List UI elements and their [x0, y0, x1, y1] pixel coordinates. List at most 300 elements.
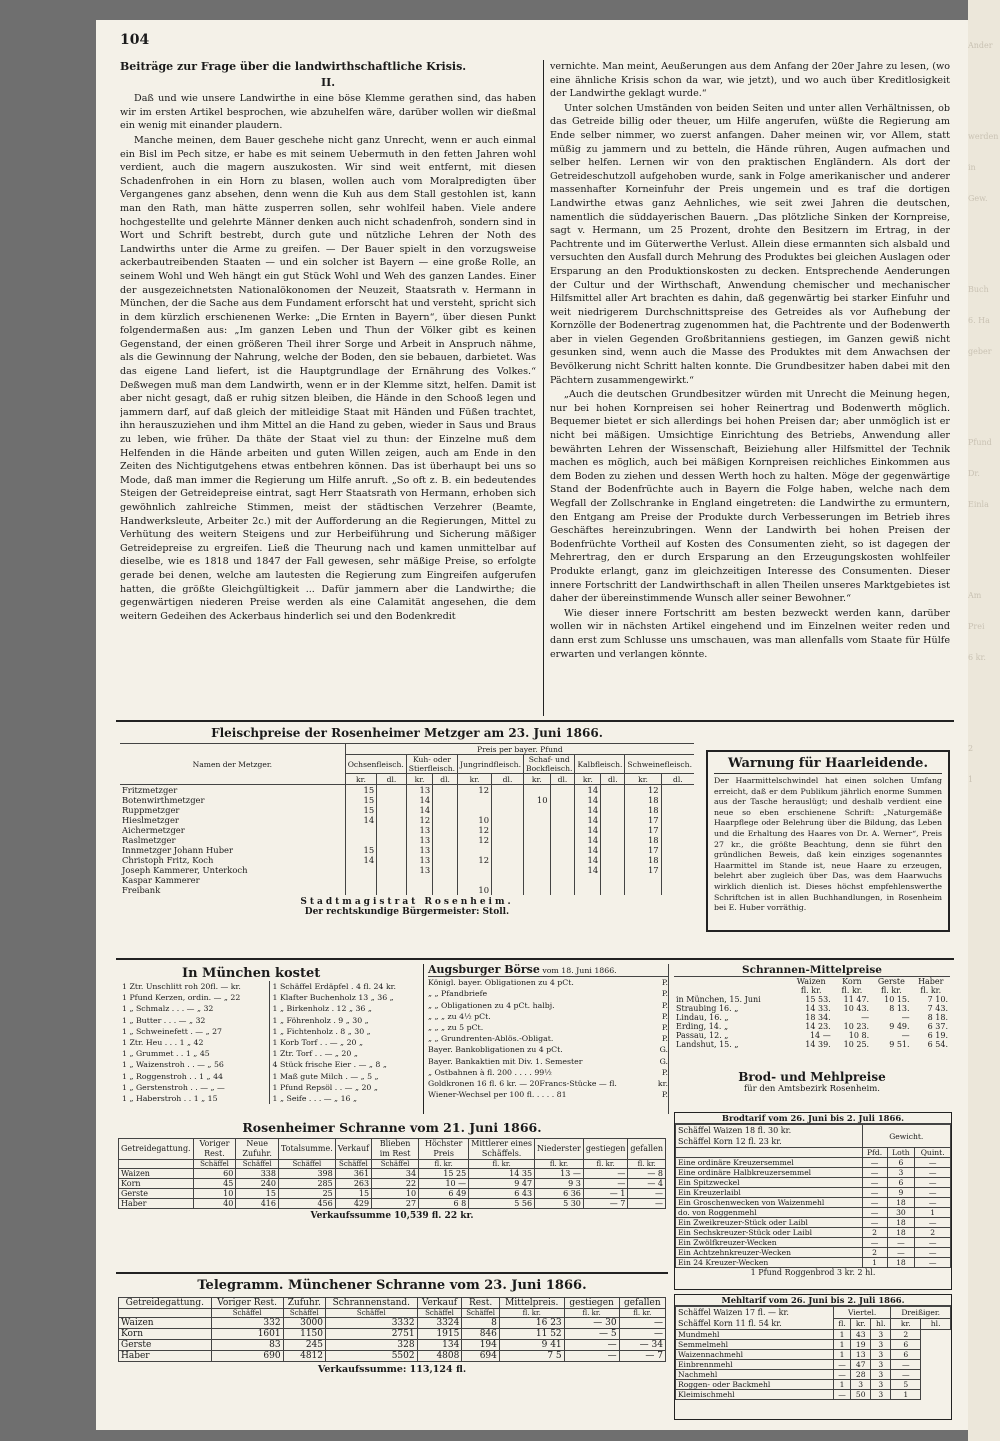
mehl-basis-2: Schäffel Korn 11 fl. 54 kr.: [678, 1319, 782, 1328]
brod-weight: —: [915, 1168, 951, 1178]
rosen-value: —: [628, 1189, 666, 1199]
brod-weight: —: [862, 1168, 887, 1178]
rosen-header: Höchster Preis: [419, 1139, 469, 1160]
meat-price-cell: 12: [458, 855, 492, 865]
meat-empty-cell: [661, 835, 694, 845]
meat-price-cell: 13: [406, 845, 432, 855]
munich-item: 1 Ztr. Unschlitt roh 20fl. — kr.: [122, 982, 241, 991]
meat-price-section: [120, 726, 694, 917]
rosen-value: —: [583, 1169, 627, 1179]
brod-row: [676, 1198, 951, 1208]
meat-price-cell: 14: [575, 865, 601, 875]
section-rule: [116, 1272, 668, 1274]
mehl-item: Kleimischmehl: [676, 1390, 834, 1400]
rosen-grain: Waizen: [119, 1169, 194, 1179]
bleed-fragment: Dr.: [968, 469, 980, 478]
mittel-row: [674, 1022, 950, 1031]
meat-empty-cell: [550, 855, 575, 865]
meat-price-cell: 17: [625, 815, 661, 825]
meat-price-cell: 12: [458, 825, 492, 835]
brod-row: [676, 1228, 951, 1238]
tel-value: 9 41: [499, 1340, 564, 1351]
rosen-header: gefallen: [628, 1139, 666, 1160]
meat-column-header: Schaf- und Bockfleisch.: [524, 755, 575, 774]
munich-item: 1 „ Gerstenstroh . . — „ —: [122, 1082, 225, 1092]
tel-value: 3332: [326, 1318, 418, 1329]
brod-row: [676, 1218, 951, 1228]
meat-price-cell: 10: [458, 815, 492, 825]
boerse-mark: G.: [659, 1045, 668, 1055]
rosen-value: 263: [335, 1179, 371, 1189]
mehl-row: [676, 1360, 951, 1370]
mittel-header: [674, 977, 790, 987]
mittel-price: 9 49.: [889, 1022, 910, 1031]
meat-empty-cell: [492, 815, 524, 825]
meat-empty-cell: [661, 885, 694, 895]
meat-price-cell: [458, 865, 492, 875]
mittel-header: Gerste: [877, 977, 905, 986]
mehl-price: 3: [871, 1330, 891, 1340]
rosen-value: 416: [236, 1199, 279, 1209]
meat-unit-label: kr.: [406, 774, 432, 785]
meat-empty-cell: [433, 855, 458, 865]
meat-price-cell: 13: [406, 825, 432, 835]
meat-row: [120, 795, 694, 805]
meat-empty-cell: [601, 835, 625, 845]
brod-header: Pfd.: [862, 1148, 887, 1158]
meat-row: [120, 835, 694, 845]
meat-price-cell: [524, 815, 551, 825]
meat-empty-cell: [492, 885, 524, 895]
meat-butcher-name: Ruppmetzger: [122, 805, 180, 815]
ad-title: Warnung für Haarleidende.: [714, 756, 942, 774]
tel-grain: Korn: [119, 1329, 212, 1340]
mittel-row: [674, 1040, 950, 1049]
meat-empty-cell: [433, 875, 458, 885]
mittel-price: 14 39.: [805, 1040, 831, 1049]
boerse-item: „ „ „ zu 5 pCt.: [428, 1023, 484, 1033]
tel-value: 7 5: [499, 1351, 564, 1362]
article-paragraph: Manche meinen, dem Bauer geschehe nicht ganz Unrecht, wenn er auch einmal ein Bisl im Pech sitze, er habe es mit seinem Uebermuth in den fetten Jahren wohl verdient, auch die magern auszukosten. Wir sind weit entfernt, mit diesen Schadenfrohen in ein Horn zu blasen, wollen auch vom Moralpredigten über Vergangenes ganz absehen, denn wenn die Kuh aus dem Stall gestohlen ist, kann man den Rath, man hätte zusperren sollen, sehr wohlfeil haben. Viele andere hochgestellte und gelehrte Männer denken auch nicht schadenfroh, sondern sind in Wort und Schrift bestrebt, durch gute und nützliche Lehren der Noth des Landwirths unter die Arme zu greifen. — Der Bauer spielt in den vorzugsweise ackerbautreibenden Staaten — und ein solcher ist Bayern — eine große Rolle, an seinem Wohl und Weh hängt ein gut Stück Wohl und Weh des ganzen Landes. Einer der ausgezeichnetsten Nationalökonomen der Neuzeit, Staatsrath v. Hermann in München, der die Sache aus dem Fundament erforscht hat und versteht, spricht sich in dem kürzlich erschienenen Werke: „Die Ernten in Bayern“, über diesen Punkt folgendermaßen aus: „Im ganzen Leben und Thun der Völker gibt es keinen Gegenstand, der einen größeren Theil ihrer Sorge und Arbeit in Anspruch nähme, als die Gewinnung der Nahrung, welche der Boden, den sie bebauen, darbietet. Was das eigene Land liefert, ist die Hauptgrundlage der Ernährung des Volkes.“ Deßwegen muß man dem Landwirth, wenn er in der Klemme sitzt, helfen. Damit ist aber nicht gesagt, daß er ruhig sitzen bleiben, die Hände in den Schooß legen und jammern darf, auf daß gleich der mitleidige Staat mit Händen und Füßen trachtet, ihn herauszuziehen und ihm Mittel an die Hand zu geben, wieder in Saus und Braus zu leben, wie früher. Da thäte der Staat viel zu thun: der Einzelne muß dem Helfenden in die Hände arbeiten und guten Willen zeigen, auch am Ende in den Zeiten des Nichtigutgehens etwas entbehren können. Das ist überhaupt bei uns so Mode, daß man immer die Regierung um Hilfe anruft. „So oft z. B. ein bedeutendes Steigen der Getreidepreise eintrat, sagt Herr Staatsrath von Hermann, erhoben sich gewöhnlich zahlreiche Stimmen, meist der städtischen Verzehrer (Beamte, Handwerksleute, Arbeiter 2c.) mit der Aufforderung an die Regierungen, Mittel zu Verhütung des weitern Steigens und zur Herbeiführung und Sicherung mäßiger Getreidepreise zu ergreifen. Ließ die Theurung nach und kamen unmittelbar auf dieselbe, wie es 1818 und 1847 der Fall gewesen, sehr mäßige Preise, so erfolgte gerade bei denen, welche am lautesten die Regierung zum Eingreifen aufgerufen hatten, die größte Gleichgültigkeit ... Dafür jammern aber die Landwirthe; die gegenwärtigen niederen Preise werden als eine Calamität angesehen, die dem weitern Gedeihen des Ackerbaus hinderlich sei und den Bodenkredit: [120, 134, 536, 622]
boerse-mark: P.: [661, 1023, 668, 1033]
rosen-value: 15: [335, 1189, 371, 1199]
meat-empty-cell: [661, 795, 694, 805]
meat-row: [120, 855, 694, 865]
rosen-value: 34: [372, 1169, 419, 1179]
mittel-price: 10 43.: [843, 1004, 870, 1013]
meat-price-cell: 12: [458, 785, 492, 796]
mehl-item: Waizennachmehl: [676, 1350, 834, 1360]
meat-row: [120, 785, 694, 796]
meat-unit-label: kr.: [458, 774, 492, 785]
tel-unit: [119, 1309, 212, 1318]
rosen-value: 6 49: [419, 1189, 469, 1199]
meat-empty-cell: [661, 875, 694, 885]
meat-butcher-name: Kaspar Kammerer: [122, 875, 200, 885]
mehl-unit: kr.: [891, 1318, 921, 1330]
munich-item: 1 Ztr. Heu . . . 1 „ 42: [122, 1038, 204, 1048]
rosen-row: [119, 1179, 666, 1189]
tel-value: 245: [283, 1340, 325, 1351]
tel-header: Rest.: [462, 1298, 500, 1309]
rosen-unit: Schäffel: [193, 1160, 236, 1169]
meat-empty-cell: [492, 825, 524, 835]
rosen-value: 15: [236, 1189, 279, 1199]
tel-value: 694: [462, 1351, 500, 1362]
page-number: 104: [120, 32, 150, 48]
munich-item: 1 „ Haberstroh . . 1 „ 15: [122, 1094, 218, 1104]
meat-empty-cell: [601, 875, 625, 885]
munich-list-left: [122, 981, 270, 1104]
boerse-row: [428, 1044, 668, 1055]
boerse-item: „ „ Grundrenten-Ablös.-Obligat.: [428, 1034, 554, 1044]
tel-value: —: [619, 1329, 665, 1340]
rosen-value: 60: [193, 1169, 236, 1179]
rosen-value: 9 47: [469, 1179, 535, 1189]
meat-price-cell: 14: [575, 845, 601, 855]
rosen-value: 15 25: [419, 1169, 469, 1179]
meat-price-cell: [345, 865, 377, 875]
munich-item: 1 Schäffel Erdäpfel . 4 fl. 24 kr.: [272, 982, 397, 991]
meat-price-cell: [524, 865, 551, 875]
meat-price-cell: 12: [625, 785, 661, 796]
mehl-row: [676, 1380, 951, 1390]
brod-weight: —: [887, 1238, 915, 1248]
grain-average-prices: [674, 964, 950, 1049]
tel-header: gestiegen: [564, 1298, 619, 1309]
mehl-item: Mundmehl: [676, 1330, 834, 1340]
meat-column-header: Ochsenfleisch.: [345, 755, 406, 774]
rosen-title: Rosenheimer Schranne vom 21. Juni 1866.: [242, 1120, 542, 1135]
brod-item: Eine ordinäre Halbkreuzersemmel: [676, 1168, 863, 1178]
brod-row: [676, 1168, 951, 1178]
munich-item: 1 „ Roggenstroh . . 1 „ 44: [122, 1071, 223, 1081]
boerse-mark: P.: [661, 978, 668, 988]
rosen-grain: Gerste: [119, 1189, 194, 1199]
newspaper-page: [96, 20, 968, 1430]
brod-item: Ein Kreuzerlaibl: [676, 1188, 863, 1198]
rosen-value: 40: [193, 1199, 236, 1209]
rosen-value: 361: [335, 1169, 371, 1179]
tel-grain: Haber: [119, 1351, 212, 1362]
mittel-header: Korn: [842, 977, 862, 986]
meat-unit-label: dl.: [433, 774, 458, 785]
mittel-header: Waizen: [796, 977, 826, 986]
bleed-fragment: Buch: [968, 285, 989, 294]
rosen-unit: fl. kr.: [628, 1160, 666, 1169]
tel-header: Zufuhr.: [283, 1298, 325, 1309]
meat-price-cell: [625, 885, 661, 895]
meat-butcher-name: Raslmetzger: [122, 835, 176, 845]
tel-value: — 30: [564, 1318, 619, 1329]
telegram-sum: Verkaufssumme: 113,124 fl.: [317, 1364, 467, 1375]
mehl-price: 43: [851, 1330, 871, 1340]
brod-row: [676, 1248, 951, 1258]
rosen-value: —: [628, 1199, 666, 1209]
boerse-mark: P.: [661, 1000, 668, 1010]
meat-empty-cell: [550, 805, 575, 815]
mehl-unit: hl.: [871, 1318, 891, 1330]
meat-empty-cell: [601, 825, 625, 835]
meat-empty-cell: [550, 845, 575, 855]
meat-price-cell: [524, 805, 551, 815]
meat-empty-cell: [601, 865, 625, 875]
tel-value: 83: [211, 1340, 283, 1351]
rosen-value: — 7: [583, 1199, 627, 1209]
rosen-sum: Verkaufssumme 10,539 fl. 22 kr.: [310, 1211, 474, 1221]
munich-item: 1 „ Waizenstroh . . — „ 56: [122, 1060, 224, 1070]
rosen-unit: Schäffel: [372, 1160, 419, 1169]
meat-table: [120, 743, 694, 895]
meat-row: [120, 865, 694, 875]
rosen-value: — 4: [628, 1179, 666, 1189]
boerse-mark: P.: [661, 989, 668, 999]
meat-empty-cell: [601, 855, 625, 865]
mittel-price: 8 13.: [889, 1004, 910, 1013]
boerse-row: [428, 1000, 668, 1011]
boerse-row: [428, 988, 668, 999]
meat-butcher-name: Joseph Kammerer, Unterkoch: [122, 865, 248, 875]
brod-item: Ein Achtzehnkreuzer-Wecken: [676, 1248, 863, 1258]
meat-empty-cell: [550, 795, 575, 805]
article-column-1: [120, 60, 536, 716]
boerse-mark: P.: [661, 1090, 668, 1100]
boerse-mark: P.: [661, 1067, 668, 1077]
rosen-value: 6 43: [469, 1189, 535, 1199]
meat-price-cell: [458, 805, 492, 815]
munich-item: 1 „ Fichtenholz . 8 „ 30 „: [272, 1026, 371, 1036]
meat-butcher-name: Aichermetzger: [122, 825, 185, 835]
mehl-price: 3: [871, 1380, 891, 1390]
meat-price-cell: [524, 785, 551, 796]
tel-row: [119, 1329, 666, 1340]
mehl-unit: hl.: [921, 1318, 951, 1330]
meat-price-cell: 15: [345, 805, 377, 815]
rosen-value: 25: [278, 1189, 335, 1199]
tel-value: 5502: [326, 1351, 418, 1362]
mittel-price: 10 23.: [843, 1022, 870, 1031]
boerse-row: [428, 1089, 668, 1100]
meat-price-cell: 14: [575, 795, 601, 805]
tel-value: 332: [211, 1318, 283, 1329]
mittel-city: Erding, 14. „: [676, 1022, 729, 1031]
bleed-fragment: Prei: [968, 622, 985, 631]
tel-row: [119, 1318, 666, 1329]
meat-price-cell: 14: [575, 815, 601, 825]
meat-row: [120, 845, 694, 855]
brod-item: Eine ordinäre Kreuzersemmel: [676, 1158, 863, 1168]
meat-empty-cell: [601, 845, 625, 855]
mittel-price: —: [861, 1013, 870, 1022]
meat-price-cell: [458, 795, 492, 805]
brod-item: do. von Roggenmehl: [676, 1208, 863, 1218]
boerse-item: Bayer. Bankobligationen zu 4 pCt.: [428, 1045, 563, 1055]
boerse-item: Wiener-Wechsel per 100 fl. . . . . 81: [428, 1090, 567, 1100]
meat-price-cell: 18: [625, 805, 661, 815]
mehl-price: 13: [851, 1350, 871, 1360]
bleed-fragment: 6 kr.: [968, 653, 986, 662]
meat-butcher-name: Botenwirthmetzger: [122, 795, 205, 805]
mittel-unit: fl. kr.: [880, 986, 902, 995]
tel-unit: Schäffel: [211, 1309, 283, 1318]
meat-unit-label: kr.: [625, 774, 661, 785]
meat-row: [120, 875, 694, 885]
brod-item: Ein 24 Kreuzer-Wecken: [676, 1258, 863, 1268]
meat-row: [120, 815, 694, 825]
rosen-value: 22: [372, 1179, 419, 1189]
meat-price-cell: 14: [345, 855, 377, 865]
article-paragraph: „Auch die deutschen Grundbesitzer würden mit Unrecht die Meinung hegen, nur bei hohen Kornpreisen sei hoher Reinertrag und Bodenwerth möglich. Bequemer bietet er sich allerdings bei hohen Preisen dar; aber unmöglich ist er nicht bei mäßigen. Umsichtige Einrichtung des Betriebs, Anwendung aller bewährten Lehren der Wissenschaft, Beiziehung aller Hilfsmittel der Technik machen es möglich, auch bei mäßigen Kornpreisen reichliches Einkommen aus dem Boden zu ziehen und dessen Werth hoch zu halten. Möge der gegenwärtige Stand der Bodenfrüchte auch in Bayern die Folge haben, welche nach dem Wegfall der Zollschranke in England eingetreten: die Landwirthe zu ermuntern, den Entgang am Preise der Produkte durch Verbesserungen im Betrieb ihres Geschäftes hereinzubringen. Wenn der Landwirth bei hohen Preisen der Bodenfrüchte Vortheil auf Kosten des Consumenten zieht, so ist dagegen der Mehrertrag, den er durch Ersparung an den Erzeugungskosten wohlfeiler Produkte erlangt, ganz im gleichzeitigen Interesse des Consumenten. Dieser innere Fortschritt der Landwirthschaft in allen Theilen unseres Marktgebietes ist daher der übereinstimmende Wunsch aller seiner Bewohner.“: [550, 389, 950, 605]
meat-empty-cell: [601, 805, 625, 815]
tel-unit: fl. kr.: [619, 1309, 665, 1318]
meat-empty-cell: [377, 885, 407, 895]
rosen-value: 5 30: [535, 1199, 584, 1209]
meat-empty-cell: [433, 805, 458, 815]
tel-value: — 34: [619, 1340, 665, 1351]
brod-weight: —: [862, 1178, 887, 1188]
mittel-price: 11 47.: [843, 995, 870, 1004]
brod-weight: —: [862, 1188, 887, 1198]
augsburg-exchange: [428, 964, 669, 1114]
rosen-row: [119, 1199, 666, 1209]
meat-empty-cell: [492, 835, 524, 845]
bread-tariff: [674, 1112, 952, 1290]
brod-note: 1 Pfund Roggenbrod 3 kr. 2 hl.: [750, 1268, 876, 1277]
meat-empty-cell: [550, 875, 575, 885]
tel-value: 1601: [211, 1329, 283, 1340]
mittel-price: 7 10.: [927, 995, 948, 1004]
munich-item: 1 „ Föhrenholz . 9 „ 30 „: [272, 1015, 369, 1025]
munich-item: 1 Maß gute Milch . — „ 5 „: [272, 1071, 379, 1081]
tel-unit: Schäffel: [326, 1309, 418, 1318]
meat-footer-office: Stadtmagistrat Rosenheim.: [300, 897, 514, 907]
brod-weight: 1: [862, 1258, 887, 1268]
mittel-price: 15 53.: [805, 995, 831, 1004]
rosen-value: 13 —: [535, 1169, 584, 1179]
tel-value: 11 52: [499, 1329, 564, 1340]
mehl-price: 5: [891, 1380, 921, 1390]
brod-weight: —: [915, 1198, 951, 1208]
mehl-price: 2: [891, 1330, 921, 1340]
meat-footer-mayor: Der rechtskundige Bürgermeister: Stoll.: [304, 907, 510, 917]
rosen-unit: [119, 1160, 194, 1169]
meat-empty-cell: [661, 865, 694, 875]
meat-empty-cell: [377, 875, 407, 885]
munich-item: 1 „ Schweinefett . — „ 27: [122, 1026, 223, 1036]
meat-price-cell: [524, 835, 551, 845]
meat-empty-cell: [661, 825, 694, 835]
meat-butcher-name: Fritzmetzger: [122, 785, 178, 795]
meat-empty-cell: [661, 785, 694, 796]
mehl-price: 50: [851, 1390, 871, 1400]
next-page-edge: [968, 0, 1000, 1441]
bleed-fragment: werden: [968, 132, 999, 141]
brod-weight: 18: [887, 1198, 915, 1208]
brod-weight: —: [862, 1218, 887, 1228]
mehl-item: Semmelmehl: [676, 1340, 834, 1350]
rosen-header: Verkauf: [335, 1139, 371, 1160]
meat-price-cell: [458, 845, 492, 855]
mittel-price: —: [901, 1013, 910, 1022]
tel-value: 134: [417, 1340, 462, 1351]
rosen-value: 9 3: [535, 1179, 584, 1189]
meat-empty-cell: [377, 795, 407, 805]
brod-row: [676, 1208, 951, 1218]
bleed-fragment: geber: [968, 347, 992, 356]
meat-butcher-name: Christoph Fritz, Koch: [122, 855, 214, 865]
meat-column-header: Jungrindfleisch.: [458, 755, 524, 774]
munich-item: 1 „ Seife . . . — „ 16 „: [272, 1094, 358, 1104]
mehl-unit: fl.: [833, 1318, 850, 1330]
brod-item: Ein Spitzweckel: [676, 1178, 863, 1188]
mittel-price: 18 34.: [805, 1013, 831, 1022]
mehl-price: 1: [833, 1350, 850, 1360]
bleed-fragment: in: [968, 163, 976, 172]
rosen-row: [119, 1169, 666, 1179]
article-paragraph: Unter solchen Umständen von beiden Seiten und unter allen Verhältnissen, ob das Getreide billig oder theuer, um Hilfe angerufen, wüßte die Regierung am Ende selber nimmer, wo zuerst anfangen. Daher meinen wir, vor Allem, statt müßig zu jammern und zu betteln, die Hände rühren, Augen aufmachen und selber helfen. Lernen wir von den praktischen Engländern. Als dort der Getreideschutzoll aufgehoben wurde, sank in Folge amerikanischer und anderer massenhafter Korneinfuhr der Preis ungemein und es traf die dortigen Landwirthe etwas ganz Aehnliches, wie seit zwei Jahren die deutschen, namentlich die süddayerischen Bauern. „Das plötzliche Sinken der Kornpreise, sagt v. Hermann, um 25 Prozent, drohte den Besitzern im Ertrag, in der Pachtrente und im Güterwerthe Verlust. Allein diese ermannten sich alsbald und versuchten den Ausfall durch Mehrung des Produktes bei gleichen Auslagen oder Ersparung an den Produktionskosten zu decken. Entsprechende Aenderungen der Cultur und der Wirthschaft, Anwendung chemischer und mechanischer Hilfsmittel aller Art brachten es dahin, daß gegenwärtig bei starker Einfuhr und weit niedrigerem Durchschnittspreise des Getreides als vor Aufhebung der Kornzölle der Bodenertrag zugenommen hat, die Pachtrente und der Bodenwerth aber in vielen Gegenden Großbritanniens gestiegen, im Ganzen gewiß nicht gesunken sind, wenn auch die Masse des Produktes mit dem Anwachsen der Bevölkerung nicht Schritt halten konnte. Die Grundbesitzer haben dabei mit den Pächtern zusammengewirkt.“: [550, 102, 950, 386]
meat-price-cell: 15: [345, 795, 377, 805]
mehl-row: [676, 1370, 951, 1380]
munich-item: 1 Pfund Kerzen, ordin. — „ 22: [122, 993, 241, 1003]
meat-price-cell: [345, 875, 377, 885]
tel-row: [119, 1340, 666, 1351]
meat-unit-label: kr.: [575, 774, 601, 785]
mittel-unit: fl. kr.: [841, 986, 863, 995]
tel-value: 3324: [417, 1318, 462, 1329]
boerse-mark: kr.: [657, 1079, 668, 1089]
mittel-table: [674, 976, 950, 1049]
meat-column-header: Kuh- oder Stierfleisch.: [406, 755, 457, 774]
meat-price-cell: 17: [625, 825, 661, 835]
brod-weight: 18: [887, 1218, 915, 1228]
brod-weight: —: [915, 1188, 951, 1198]
boerse-row: [428, 1078, 668, 1089]
mittel-price: 10 15.: [884, 995, 910, 1004]
meat-empty-cell: [550, 885, 575, 895]
article-title: Beiträge zur Frage über die landwirthschaftliche Krisis.: [120, 60, 467, 73]
rosen-header: Getreidegattung.: [119, 1139, 194, 1160]
rosen-value: 6 8: [419, 1199, 469, 1209]
meat-empty-cell: [550, 835, 575, 845]
rosen-value: 240: [236, 1179, 279, 1189]
munich-item: 1 Korb Torf . . — „ 20 „: [272, 1038, 364, 1048]
bleed-fragment: Ander: [968, 41, 993, 50]
rosenheim-grain-market: [118, 1120, 666, 1221]
boerse-date: vom 18. Juni 1866.: [542, 966, 617, 975]
meat-price-cell: [345, 825, 377, 835]
rosen-unit: Schäffel: [236, 1160, 279, 1169]
boerse-item: „ „ Pfandbriefe: [428, 989, 488, 999]
rosen-value: 456: [278, 1199, 335, 1209]
meat-row: [120, 805, 694, 815]
mehl-row: [676, 1350, 951, 1360]
rosen-value: 10 —: [419, 1179, 469, 1189]
tel-unit: fl. kr.: [499, 1309, 564, 1318]
tel-value: 690: [211, 1351, 283, 1362]
tel-value: —: [564, 1340, 619, 1351]
meat-price-cell: 14: [406, 805, 432, 815]
rosen-value: 285: [278, 1179, 335, 1189]
munich-item: 1 „ Schmalz . . . — „ 32: [122, 1004, 214, 1014]
munich-item: 1 „ Birkenholz . 12 „ 36 „: [272, 1004, 372, 1014]
rosen-header: gestiegen: [583, 1139, 627, 1160]
mehl-item: Roggen- oder Backmehl: [676, 1380, 834, 1390]
flour-table: [675, 1306, 951, 1400]
brod-item: Ein Zwölfkreuzer-Wecken: [676, 1238, 863, 1248]
telegram-title: Telegramm. Münchener Schranne vom 23. Juni 1866.: [197, 1278, 587, 1293]
meat-empty-cell: [377, 815, 407, 825]
mittel-price: 10 8.: [848, 1031, 870, 1040]
